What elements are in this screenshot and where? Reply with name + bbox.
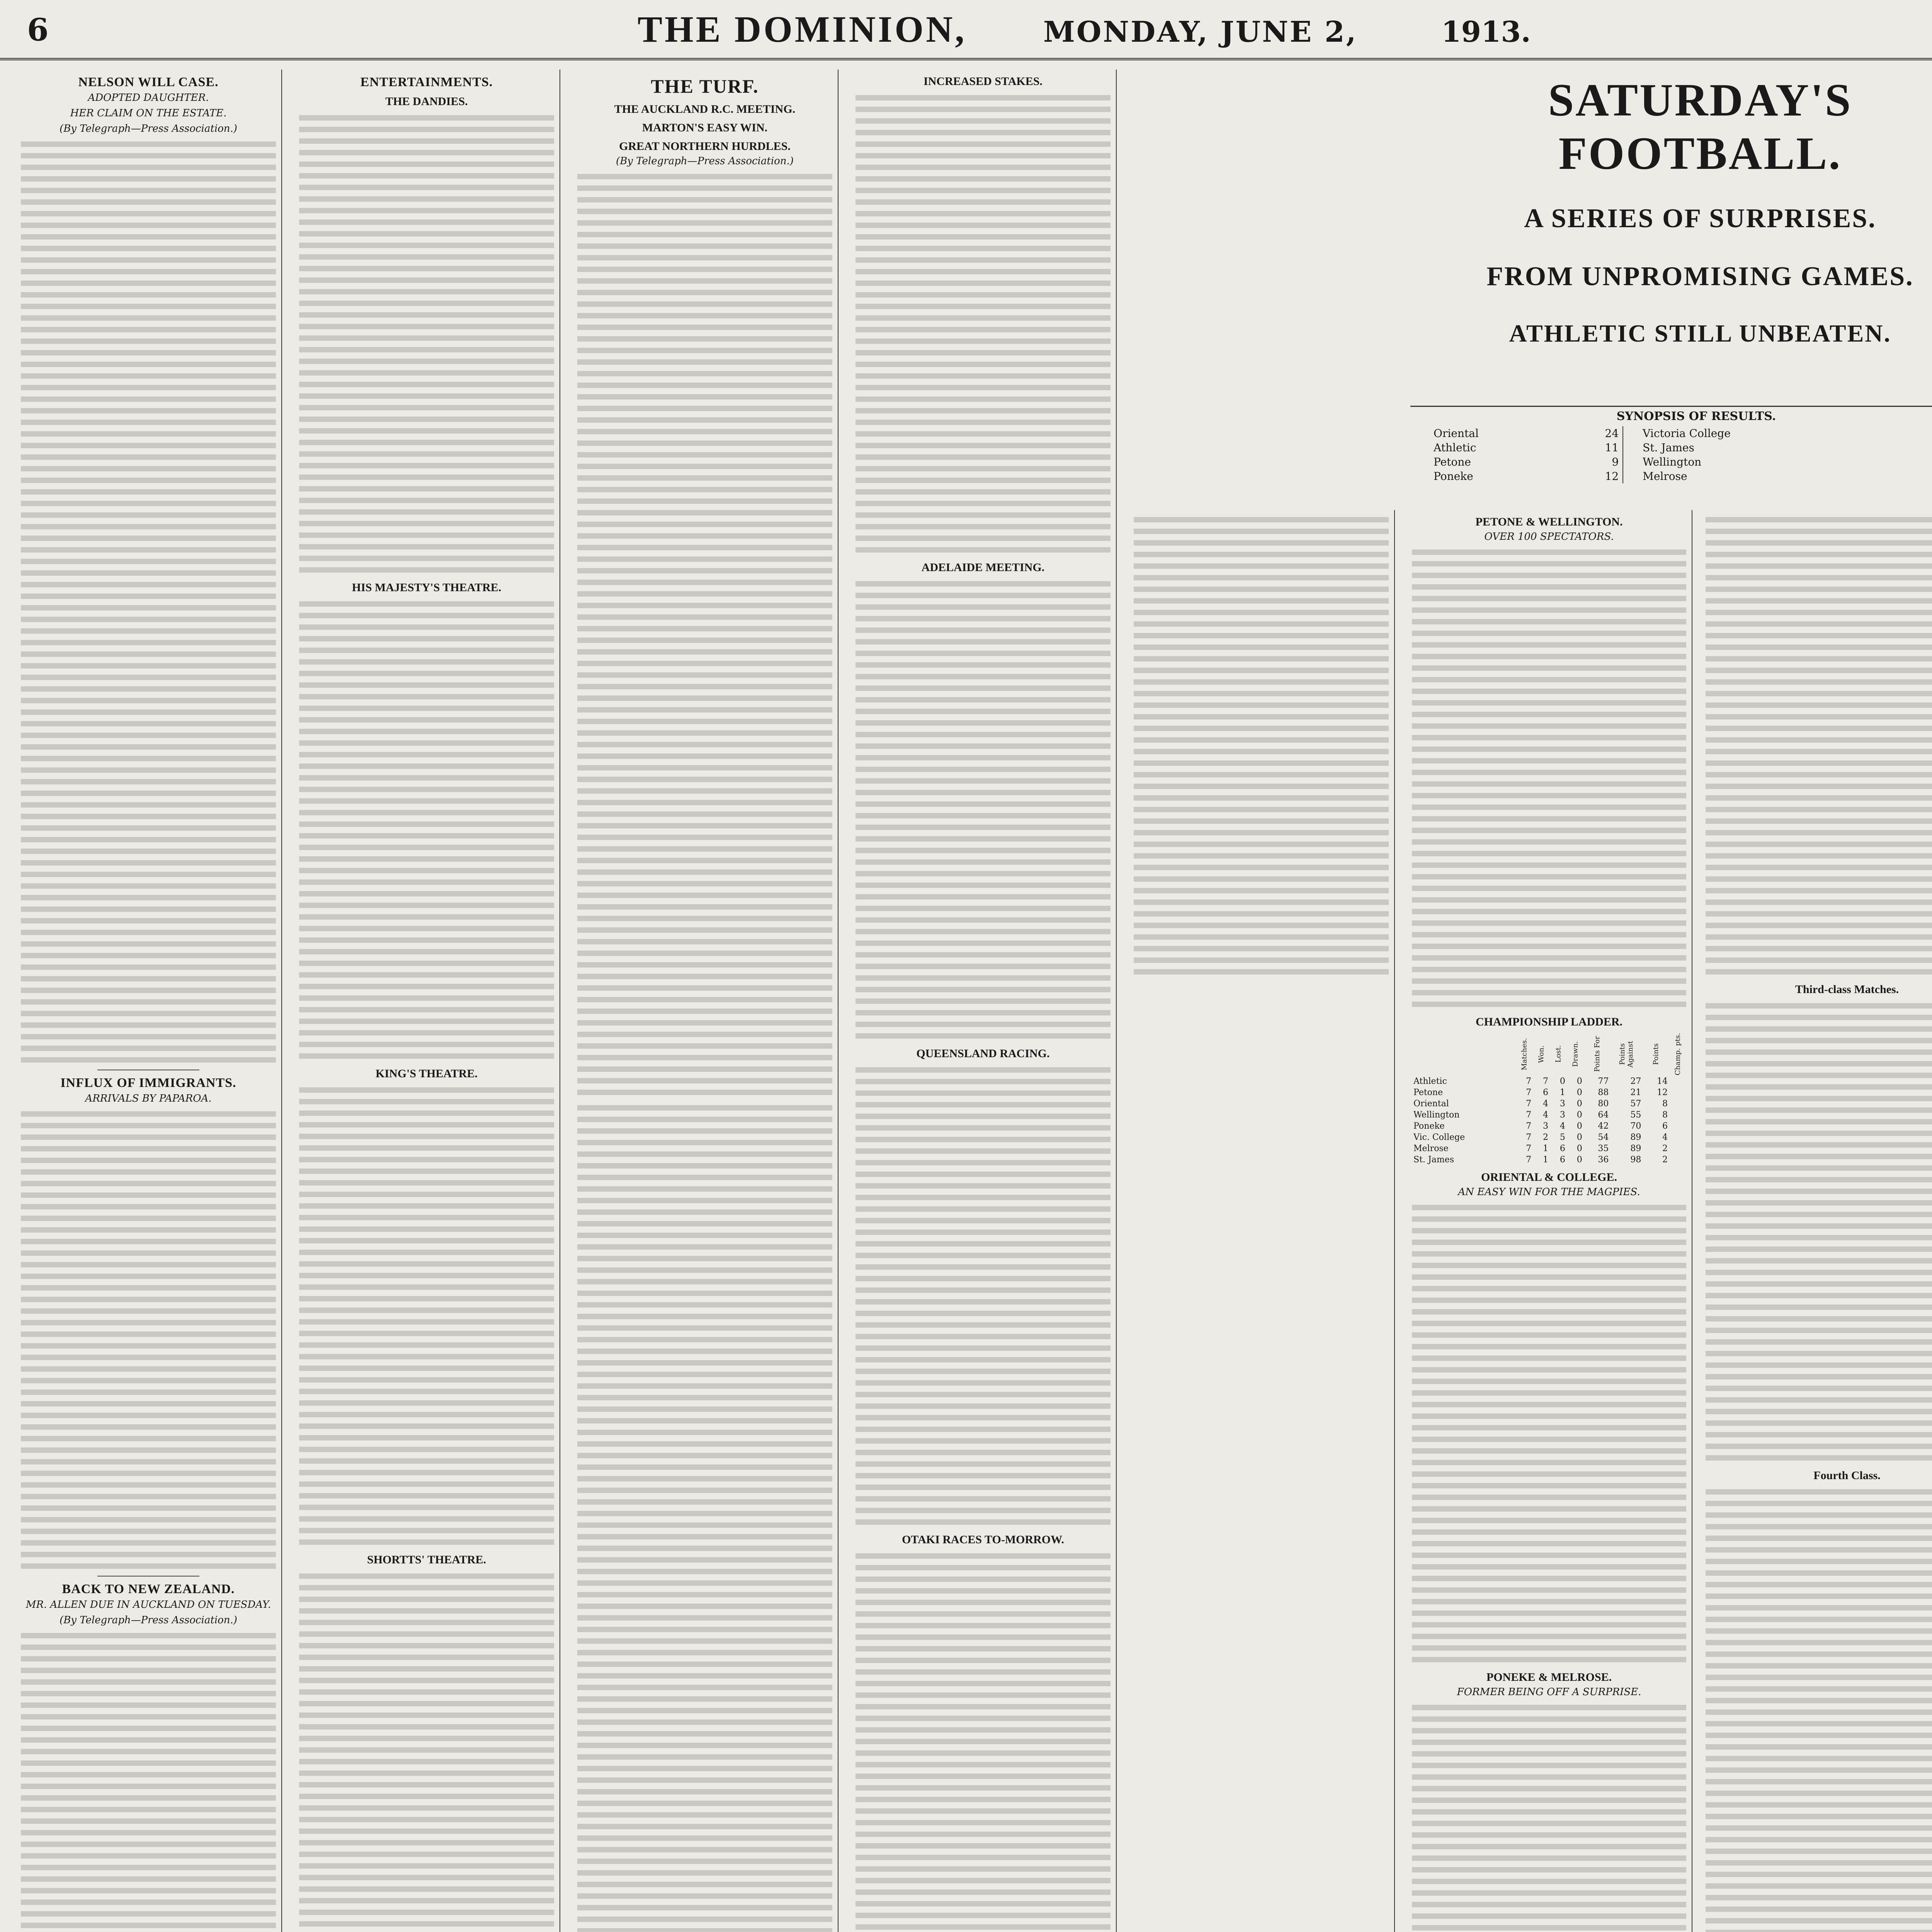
team: Athletic <box>1434 441 1476 454</box>
table-row <box>1430 440 1932 455</box>
ladder-row <box>1412 1087 1686 1098</box>
masthead <box>0 0 1932 60</box>
ladder-value: 1 <box>1543 1155 1548 1165</box>
ladder-value: 4 <box>1543 1110 1548 1120</box>
ladder-value: 0 <box>1577 1121 1582 1131</box>
ladder-value: 88 <box>1598 1088 1609 1097</box>
ladder-value: 36 <box>1598 1155 1609 1165</box>
ladder-row <box>1412 1143 1686 1154</box>
section-subheading: AN EASY WIN FOR THE MAGPIES. <box>1458 1186 1640 1198</box>
ladder-team: Petone <box>1413 1088 1443 1097</box>
ladder-value: 64 <box>1598 1110 1609 1120</box>
ladder-value: 4 <box>1560 1121 1565 1131</box>
table-row <box>1430 426 1932 440</box>
article-body <box>21 1108 276 1572</box>
ladder-value: 4 <box>1543 1099 1548 1109</box>
team: Petone <box>1434 456 1471 468</box>
article-byline: (By Telegraph—Press Association.) <box>60 1614 237 1626</box>
article-body <box>577 171 832 1098</box>
ladder-value: 21 <box>1630 1088 1641 1097</box>
score: 11 <box>1605 441 1619 454</box>
article-body <box>299 1570 554 1932</box>
team: Poneke <box>1434 470 1473 483</box>
ladder-value: 0 <box>1577 1155 1582 1165</box>
ladder-row <box>1412 1154 1686 1165</box>
ladder-value: 14 <box>1657 1077 1668 1086</box>
table-row <box>1430 455 1932 469</box>
ladder-team: Oriental <box>1413 1099 1449 1109</box>
ladder-value: 35 <box>1598 1144 1609 1153</box>
ladder-row <box>1412 1121 1686 1132</box>
ladder-value: 27 <box>1630 1077 1641 1086</box>
article-byline: (By Telegraph—Press Association.) <box>616 155 794 167</box>
team: Wellington <box>1643 456 1702 468</box>
ladder-value: 80 <box>1598 1099 1609 1109</box>
table-row <box>1430 469 1932 483</box>
column-5 <box>1128 510 1395 1932</box>
ladder-value: 8 <box>1662 1110 1668 1120</box>
ladder-row <box>1412 1132 1686 1143</box>
article-subheading: MARTON'S EASY WIN. <box>642 121 768 134</box>
ladder-body <box>1412 1076 1686 1165</box>
ladder-value: 70 <box>1630 1121 1641 1131</box>
championship-ladder <box>1412 1032 1686 1165</box>
ladder-value: 6 <box>1662 1121 1668 1131</box>
results-synopsis <box>1430 410 1932 498</box>
ladder-team: St. James <box>1413 1155 1454 1165</box>
banner-title: SATURDAY'S FOOTBALL. <box>1548 74 1852 179</box>
article-body <box>299 598 554 1062</box>
column-7 <box>1700 510 1932 1932</box>
section-heading: THE DANDIES. <box>385 95 468 108</box>
ladder-value: 42 <box>1598 1121 1609 1131</box>
ladder-value: 2 <box>1543 1133 1548 1142</box>
ladder-title: CHAMPIONSHIP LADDER. <box>1475 1015 1623 1028</box>
section-heading: ORIENTAL & COLLEGE. <box>1481 1171 1617 1184</box>
ladder-value: 6 <box>1543 1088 1548 1097</box>
section-subheading: FORMER BEING OFF A SURPRISE. <box>1457 1686 1641 1698</box>
column-2 <box>294 70 560 1932</box>
article-heading: ENTERTAINMENTS. <box>360 75 493 89</box>
team: Victoria College <box>1643 427 1731 440</box>
article-body <box>299 112 554 576</box>
article-body <box>577 1102 832 1932</box>
ladder-col: Points For <box>1593 1036 1601 1072</box>
banner-line: A SERIES OF SURPRISES. <box>1524 204 1876 233</box>
ladder-value: 7 <box>1526 1144 1532 1153</box>
section-heading: HIS MAJESTY'S THEATRE. <box>352 581 502 594</box>
ladder-team: Melrose <box>1413 1144 1449 1153</box>
article-body <box>1706 514 1932 978</box>
article-body <box>1412 1702 1686 1932</box>
article-heading: THE TURF. <box>651 75 759 97</box>
ladder-value: 0 <box>1577 1077 1582 1086</box>
ladder-value: 7 <box>1526 1088 1532 1097</box>
ladder-value: 7 <box>1526 1121 1532 1131</box>
ladder-col: Lost. <box>1554 1045 1563 1063</box>
ladder-value: 12 <box>1657 1088 1668 1097</box>
article-body <box>21 1630 276 1932</box>
article-body <box>1134 514 1389 978</box>
ladder-team: Vic. College <box>1413 1133 1465 1142</box>
ladder-col: Champ. pts. <box>1673 1033 1682 1075</box>
ladder-value: 0 <box>1577 1088 1582 1097</box>
ladder-value: 7 <box>1526 1077 1532 1086</box>
ladder-value: 1 <box>1560 1088 1565 1097</box>
ladder-value: 3 <box>1560 1110 1565 1120</box>
ladder-value: 3 <box>1543 1121 1548 1131</box>
article-body <box>1412 1202 1686 1665</box>
divider <box>97 1576 199 1577</box>
ladder-col: Matches. <box>1520 1038 1529 1070</box>
team: Melrose <box>1643 470 1687 483</box>
ladder-row <box>1412 1098 1686 1109</box>
article-body <box>1412 546 1686 1010</box>
ladder-value: 5 <box>1560 1133 1565 1142</box>
section-heading: Third-class Matches. <box>1795 983 1899 996</box>
ladder-value: 89 <box>1630 1144 1641 1153</box>
ladder-row <box>1412 1076 1686 1087</box>
article-subheading: MR. ALLEN DUE IN AUCKLAND ON TUESDAY. <box>26 1599 271 1611</box>
page-number: 6 <box>27 12 49 48</box>
ladder-value: 7 <box>1526 1155 1532 1165</box>
ladder-value: 6 <box>1560 1155 1565 1165</box>
ladder-value: 54 <box>1598 1133 1609 1142</box>
ladder-value: 7 <box>1543 1077 1548 1086</box>
ladder-value: 55 <box>1630 1110 1641 1120</box>
ladder-row <box>1412 1109 1686 1121</box>
ladder-header <box>1412 1032 1686 1076</box>
ladder-value: 7 <box>1526 1110 1532 1120</box>
section-heading: QUEENSLAND RACING. <box>916 1047 1050 1060</box>
ladder-value: 6 <box>1560 1144 1565 1153</box>
section-heading: INCREASED STAKES. <box>923 75 1043 88</box>
section-heading: Fourth Class. <box>1813 1469 1881 1482</box>
article-body <box>855 1064 1111 1528</box>
column-1 <box>15 70 282 1932</box>
issue-date: MONDAY, JUNE 2, <box>1043 15 1358 49</box>
ladder-value: 4 <box>1662 1133 1668 1142</box>
ladder-value: 0 <box>1577 1099 1582 1109</box>
section-heading: OTAKI RACES TO-MORROW. <box>902 1533 1064 1546</box>
section-heading: PONEKE & MELROSE. <box>1486 1671 1612 1684</box>
section-subheading: OVER 100 SPECTATORS. <box>1484 531 1614 543</box>
section-heading: SHORTTS' THEATRE. <box>367 1553 486 1566</box>
article-byline: (By Telegraph—Press Association.) <box>60 123 237 134</box>
article-body <box>21 138 276 1066</box>
ladder-value: 0 <box>1560 1077 1565 1086</box>
ladder-value: 3 <box>1560 1099 1565 1109</box>
ladder-value: 98 <box>1630 1155 1641 1165</box>
ladder-value: 7 <box>1526 1133 1532 1142</box>
ladder-value: 8 <box>1662 1099 1668 1109</box>
article-body <box>855 92 1111 556</box>
column-4 <box>850 70 1117 1932</box>
article-body <box>299 1084 554 1548</box>
article-heading: NELSON WILL CASE. <box>78 75 219 89</box>
banner-line: ATHLETIC STILL UNBEATEN. <box>1509 320 1891 347</box>
issue-year: 1913. <box>1441 15 1531 49</box>
column-6 <box>1406 510 1692 1932</box>
article-heading: BACK TO NEW ZEALAND. <box>62 1582 235 1596</box>
section-heading: KING'S THEATRE. <box>376 1067 478 1080</box>
ladder-value: 0 <box>1577 1144 1582 1153</box>
ladder-value: 89 <box>1630 1133 1641 1142</box>
article-body <box>1706 1486 1932 1932</box>
score: 24 <box>1605 427 1619 440</box>
results-caption: SYNOPSIS OF RESULTS. <box>1616 410 1776 423</box>
football-banner <box>1410 66 1932 407</box>
ladder-col: Drawn. <box>1571 1041 1580 1067</box>
ladder-col: Points Against <box>1618 1041 1635 1068</box>
team: St. James <box>1643 441 1694 454</box>
ladder-value: 77 <box>1598 1077 1609 1086</box>
ladder-value: 7 <box>1526 1099 1532 1109</box>
ladder-value: 0 <box>1577 1133 1582 1142</box>
ladder-value: 2 <box>1662 1144 1668 1153</box>
ladder-value: 57 <box>1630 1099 1641 1109</box>
section-heading: ADELAIDE MEETING. <box>921 561 1045 574</box>
ladder-col: Points <box>1652 1043 1660 1065</box>
ladder-team: Athletic <box>1413 1077 1447 1086</box>
article-body <box>1706 1000 1932 1464</box>
newspaper-title: THE DOMINION, <box>638 9 967 50</box>
section-heading: PETONE & WELLINGTON. <box>1475 515 1623 528</box>
article-subheading: THE AUCKLAND R.C. MEETING. <box>614 103 796 116</box>
banner-line: FROM UNPROMISING GAMES. <box>1486 262 1914 291</box>
team: Oriental <box>1434 427 1479 440</box>
ladder-value: 0 <box>1577 1110 1582 1120</box>
column-3 <box>572 70 838 1932</box>
article-subheading: ADOPTED DAUGHTER. <box>88 92 209 104</box>
article-subheading: ARRIVALS BY PAPAROA. <box>85 1093 212 1104</box>
ladder-col: Won. <box>1537 1045 1546 1063</box>
article-subheading: HER CLAIM ON THE ESTATE. <box>70 107 227 119</box>
score: 9 <box>1612 456 1619 468</box>
ladder-value: 1 <box>1543 1144 1548 1153</box>
score: 12 <box>1605 470 1619 483</box>
ladder-team: Wellington <box>1413 1110 1460 1120</box>
results-table <box>1430 426 1932 483</box>
article-heading: INFLUX OF IMMIGRANTS. <box>60 1076 236 1090</box>
article-body <box>855 578 1111 1042</box>
ladder-value: 2 <box>1662 1155 1668 1165</box>
article-subheading: GREAT NORTHERN HURDLES. <box>619 140 791 153</box>
article-body <box>855 1550 1111 1932</box>
ladder-team: Poneke <box>1413 1121 1445 1131</box>
